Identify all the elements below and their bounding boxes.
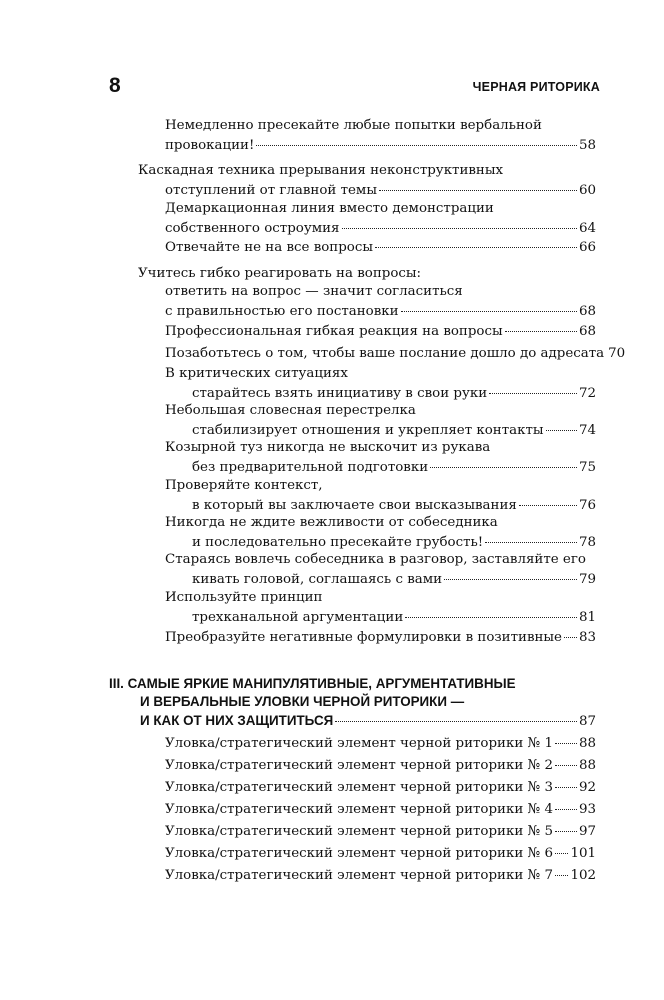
toc-entry[interactable] [165, 365, 596, 401]
toc-entry[interactable] [165, 755, 596, 773]
dot-leader [519, 492, 577, 506]
dot-leader [555, 730, 577, 744]
toc-entry-title-line: Козырной туз никогда не выскочит из рукава [165, 440, 491, 455]
toc-page-number: 97 [578, 824, 596, 840]
toc-entry-title-line: Стараясь вовлечь собеседника в разговор, заставляйте его [165, 552, 586, 567]
toc-entry[interactable] [165, 733, 596, 751]
toc-entry-title-line: Никогда не ждите вежливости от собеседника [165, 515, 498, 530]
toc-entry[interactable] [165, 477, 596, 513]
toc-entry[interactable] [165, 821, 596, 839]
dot-leader [564, 624, 577, 638]
toc-entry[interactable] [165, 551, 596, 587]
toc-entry-title: Уловка/стратегический элемент черной риторики № 7 [165, 868, 553, 884]
toc-entry-title: стабилизирует отношения и укрепляет контакты [192, 423, 544, 439]
section-heading[interactable] [109, 675, 596, 729]
toc-entry-title: в который вы заключаете свои высказывания [192, 498, 517, 514]
dot-leader [489, 380, 577, 394]
toc-page-number: 70 [608, 346, 626, 362]
toc-entry-title-line: Проверяйте контекст, [165, 478, 323, 493]
toc-entry-title: Уловка/стратегический элемент черной риторики № 4 [165, 802, 553, 818]
toc-entry[interactable] [165, 343, 626, 362]
toc-entry[interactable] [138, 265, 596, 319]
dot-leader [342, 215, 577, 229]
toc-entry-title: кивать головой, соглашаясь с вами [192, 572, 443, 588]
toc-entry[interactable] [165, 402, 596, 438]
toc-entry-title: Уловка/стратегический элемент черной риторики № 5 [165, 824, 553, 840]
dot-leader [555, 796, 577, 810]
toc-entry-title: старайтесь взять инициативу в свои руки [192, 386, 488, 402]
toc-entry-title-line: ответить на вопрос — значит согласиться [165, 284, 463, 299]
dot-leader [555, 840, 568, 854]
page-number: 8 [109, 74, 121, 97]
toc-entry-title: с правильностью его постановки [165, 304, 399, 320]
toc-entry-title: И КАК ОТ НИХ ЗАЩИТИТЬСЯ [140, 713, 334, 729]
toc-page-number: 66 [578, 240, 596, 256]
toc-page-number: 93 [578, 802, 596, 818]
running-title: ЧЕРНАЯ РИТОРИКА [472, 80, 600, 94]
toc-page-number: 101 [570, 846, 596, 862]
toc-page-number: 92 [578, 780, 596, 796]
dot-leader [546, 417, 577, 431]
toc-entry[interactable] [165, 589, 596, 625]
toc-entry[interactable] [165, 777, 596, 795]
toc-page-number: 64 [578, 221, 596, 237]
toc-entry-title-line: Небольшая словесная перестрелка [165, 403, 416, 418]
toc-entry[interactable] [165, 799, 596, 817]
dot-leader [555, 752, 577, 766]
dot-leader [430, 454, 577, 468]
dot-leader [256, 132, 577, 146]
toc-page-number: 76 [578, 498, 596, 514]
toc-entry-title: трехканальной аргументации [192, 610, 404, 626]
toc-page-number: 75 [578, 460, 596, 476]
toc-entry-title: Уловка/стратегический элемент черной риторики № 6 [165, 846, 553, 862]
toc-page-number: 58 [578, 138, 596, 154]
toc-entry-title-line: И ВЕРБАЛЬНЫЕ УЛОВКИ ЧЕРНОЙ РИТОРИКИ — [140, 694, 465, 709]
dot-leader [555, 774, 577, 788]
toc-entry-title-line: Учитесь гибко реагировать на вопросы: [138, 266, 422, 281]
toc-entry-title-line: Используйте принцип [165, 590, 323, 605]
toc-entry-title: Отвечайте не на все вопросы [165, 240, 374, 256]
dot-leader [555, 818, 577, 832]
toc-entry-title: без предварительной подготовки [192, 460, 429, 476]
toc-entry[interactable] [165, 514, 596, 550]
dot-leader [379, 177, 577, 191]
toc-entry-title-line: III. САМЫЕ ЯРКИЕ МАНИПУЛЯТИВНЫЕ, АРГУМЕНТАТИВНЫЕ [109, 676, 516, 691]
toc-entry-title: Профессиональная гибкая реакция на вопросы [165, 324, 503, 340]
toc-entry-title: Уловка/стратегический элемент черной риторики № 2 [165, 758, 553, 774]
toc-page-number: 68 [578, 304, 596, 320]
toc-entry-title: и последовательно пресекайте грубость! [192, 535, 484, 551]
toc-page-number: 68 [578, 324, 596, 340]
toc-page-number: 88 [578, 758, 596, 774]
toc-page-number: 60 [578, 183, 596, 199]
toc-page-number: 102 [570, 868, 596, 884]
dot-leader [485, 529, 577, 543]
dot-leader [405, 604, 577, 618]
toc-page-number: 88 [578, 736, 596, 752]
toc-entry-title: Позаботьтесь о том, чтобы ваше послание дошло до адресата [165, 346, 605, 362]
toc-entry-title: собственного остроумия [165, 221, 340, 237]
toc-entry-title: отступлений от главной темы [165, 183, 377, 199]
dot-leader [375, 234, 577, 248]
toc-entry[interactable] [165, 627, 596, 645]
dot-leader [555, 862, 568, 876]
toc-page-number: 78 [578, 535, 596, 551]
toc-entry[interactable] [138, 162, 596, 198]
toc-page-number: 81 [578, 610, 596, 626]
dot-leader [444, 566, 577, 580]
dot-leader [401, 298, 577, 312]
toc-page-number: 79 [578, 572, 596, 588]
toc-entry-title: Уловка/стратегический элемент черной риторики № 1 [165, 736, 553, 752]
toc-entry[interactable] [165, 865, 596, 883]
toc-entry[interactable] [165, 200, 596, 236]
toc-entry-title-line: В критических ситуациях [165, 366, 348, 381]
toc-entry-title: провокации! [165, 138, 255, 154]
toc-entry[interactable] [165, 321, 596, 339]
toc-entry-title: Уловка/стратегический элемент черной риторики № 3 [165, 780, 553, 796]
toc-page-number: 72 [578, 386, 596, 402]
toc-entry[interactable] [165, 237, 596, 255]
toc-entry-title: Преобразуйте негативные формулировки в позитивные [165, 630, 562, 646]
toc-entry[interactable] [165, 843, 596, 861]
toc-entry[interactable] [165, 117, 596, 153]
toc-page-number: 74 [578, 423, 596, 439]
dot-leader [505, 318, 577, 332]
toc-entry-title-line: Каскадная техника прерывания неконструктивных [138, 163, 504, 178]
toc-page-number: 87 [578, 714, 596, 730]
toc-page-number: 83 [578, 630, 596, 646]
toc-entry-title-line: Немедленно пресекайте любые попытки вербальной [165, 118, 542, 133]
toc-entry[interactable] [165, 439, 596, 475]
dot-leader [335, 708, 577, 722]
toc-entry-title-line: Демаркационная линия вместо демонстрации [165, 201, 494, 216]
